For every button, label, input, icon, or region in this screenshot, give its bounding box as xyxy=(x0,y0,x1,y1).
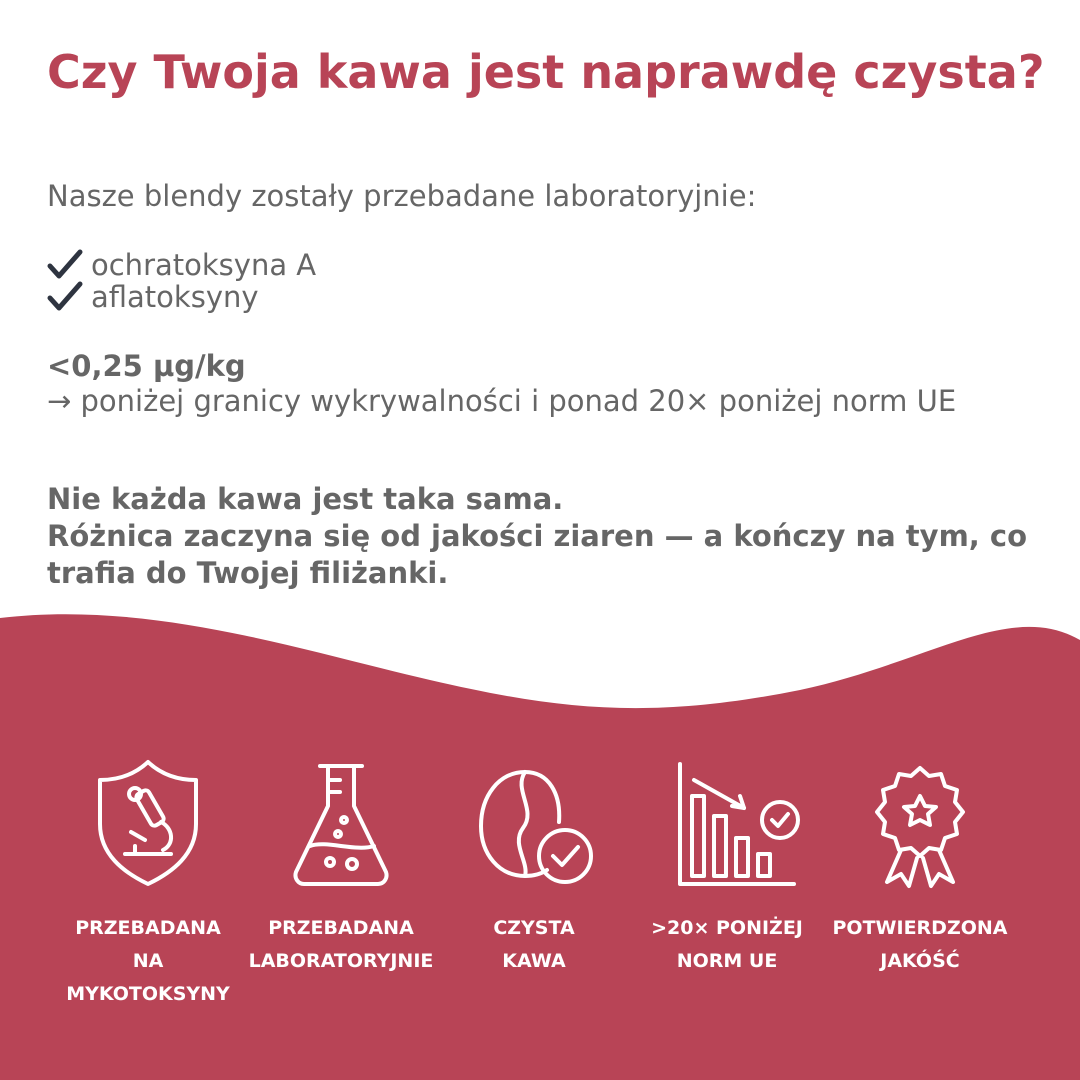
closing-line-2: Różnica zaczyna się od jakości ziaren — a kończy na tym, co trafia do Twojej filiżanki. xyxy=(47,519,1028,590)
result-note: → poniżej granicy wykrywalności i ponad 20× poniżej norm UE xyxy=(47,384,957,418)
checklist-label: ochratoksyna A xyxy=(91,248,317,282)
badge-eu-norms xyxy=(627,750,827,978)
badge-label: >20× PONIŻEJ NORM UE xyxy=(651,917,803,972)
badge-label: CZYSTA KAWA xyxy=(493,917,575,972)
badge-label: POTWIERDZONA JAKÓŚĆ xyxy=(832,917,1008,972)
page-title: Czy Twoja kawa jest naprawdę czysta? xyxy=(47,45,1045,99)
result-value: <0,25 µg/kg xyxy=(47,349,246,383)
shield-microscope-icon xyxy=(73,750,223,890)
closing-line-1: Nie każda kawa jest taka sama. xyxy=(47,482,564,516)
award-ribbon-icon xyxy=(845,750,995,890)
badge-laboratory xyxy=(241,750,441,978)
badge-clean-coffee xyxy=(434,750,634,978)
badge-mycotoxins xyxy=(48,750,248,1011)
coffee-bean-check-icon xyxy=(459,750,609,890)
checklist-label: aflatoksyny xyxy=(91,280,259,314)
badge-label: PRZEBADANA LABORATORYJNIE xyxy=(248,917,434,972)
badge-quality xyxy=(820,750,1020,978)
flask-icon xyxy=(266,750,416,890)
bar-chart-down-icon xyxy=(652,750,802,890)
badges-row xyxy=(0,750,1080,1050)
badge-label: PRZEBADANA NA MYKOTOKSYNY xyxy=(66,917,230,1005)
subtitle: Nasze blendy zostały przebadane laboratoryjnie: xyxy=(47,179,757,213)
